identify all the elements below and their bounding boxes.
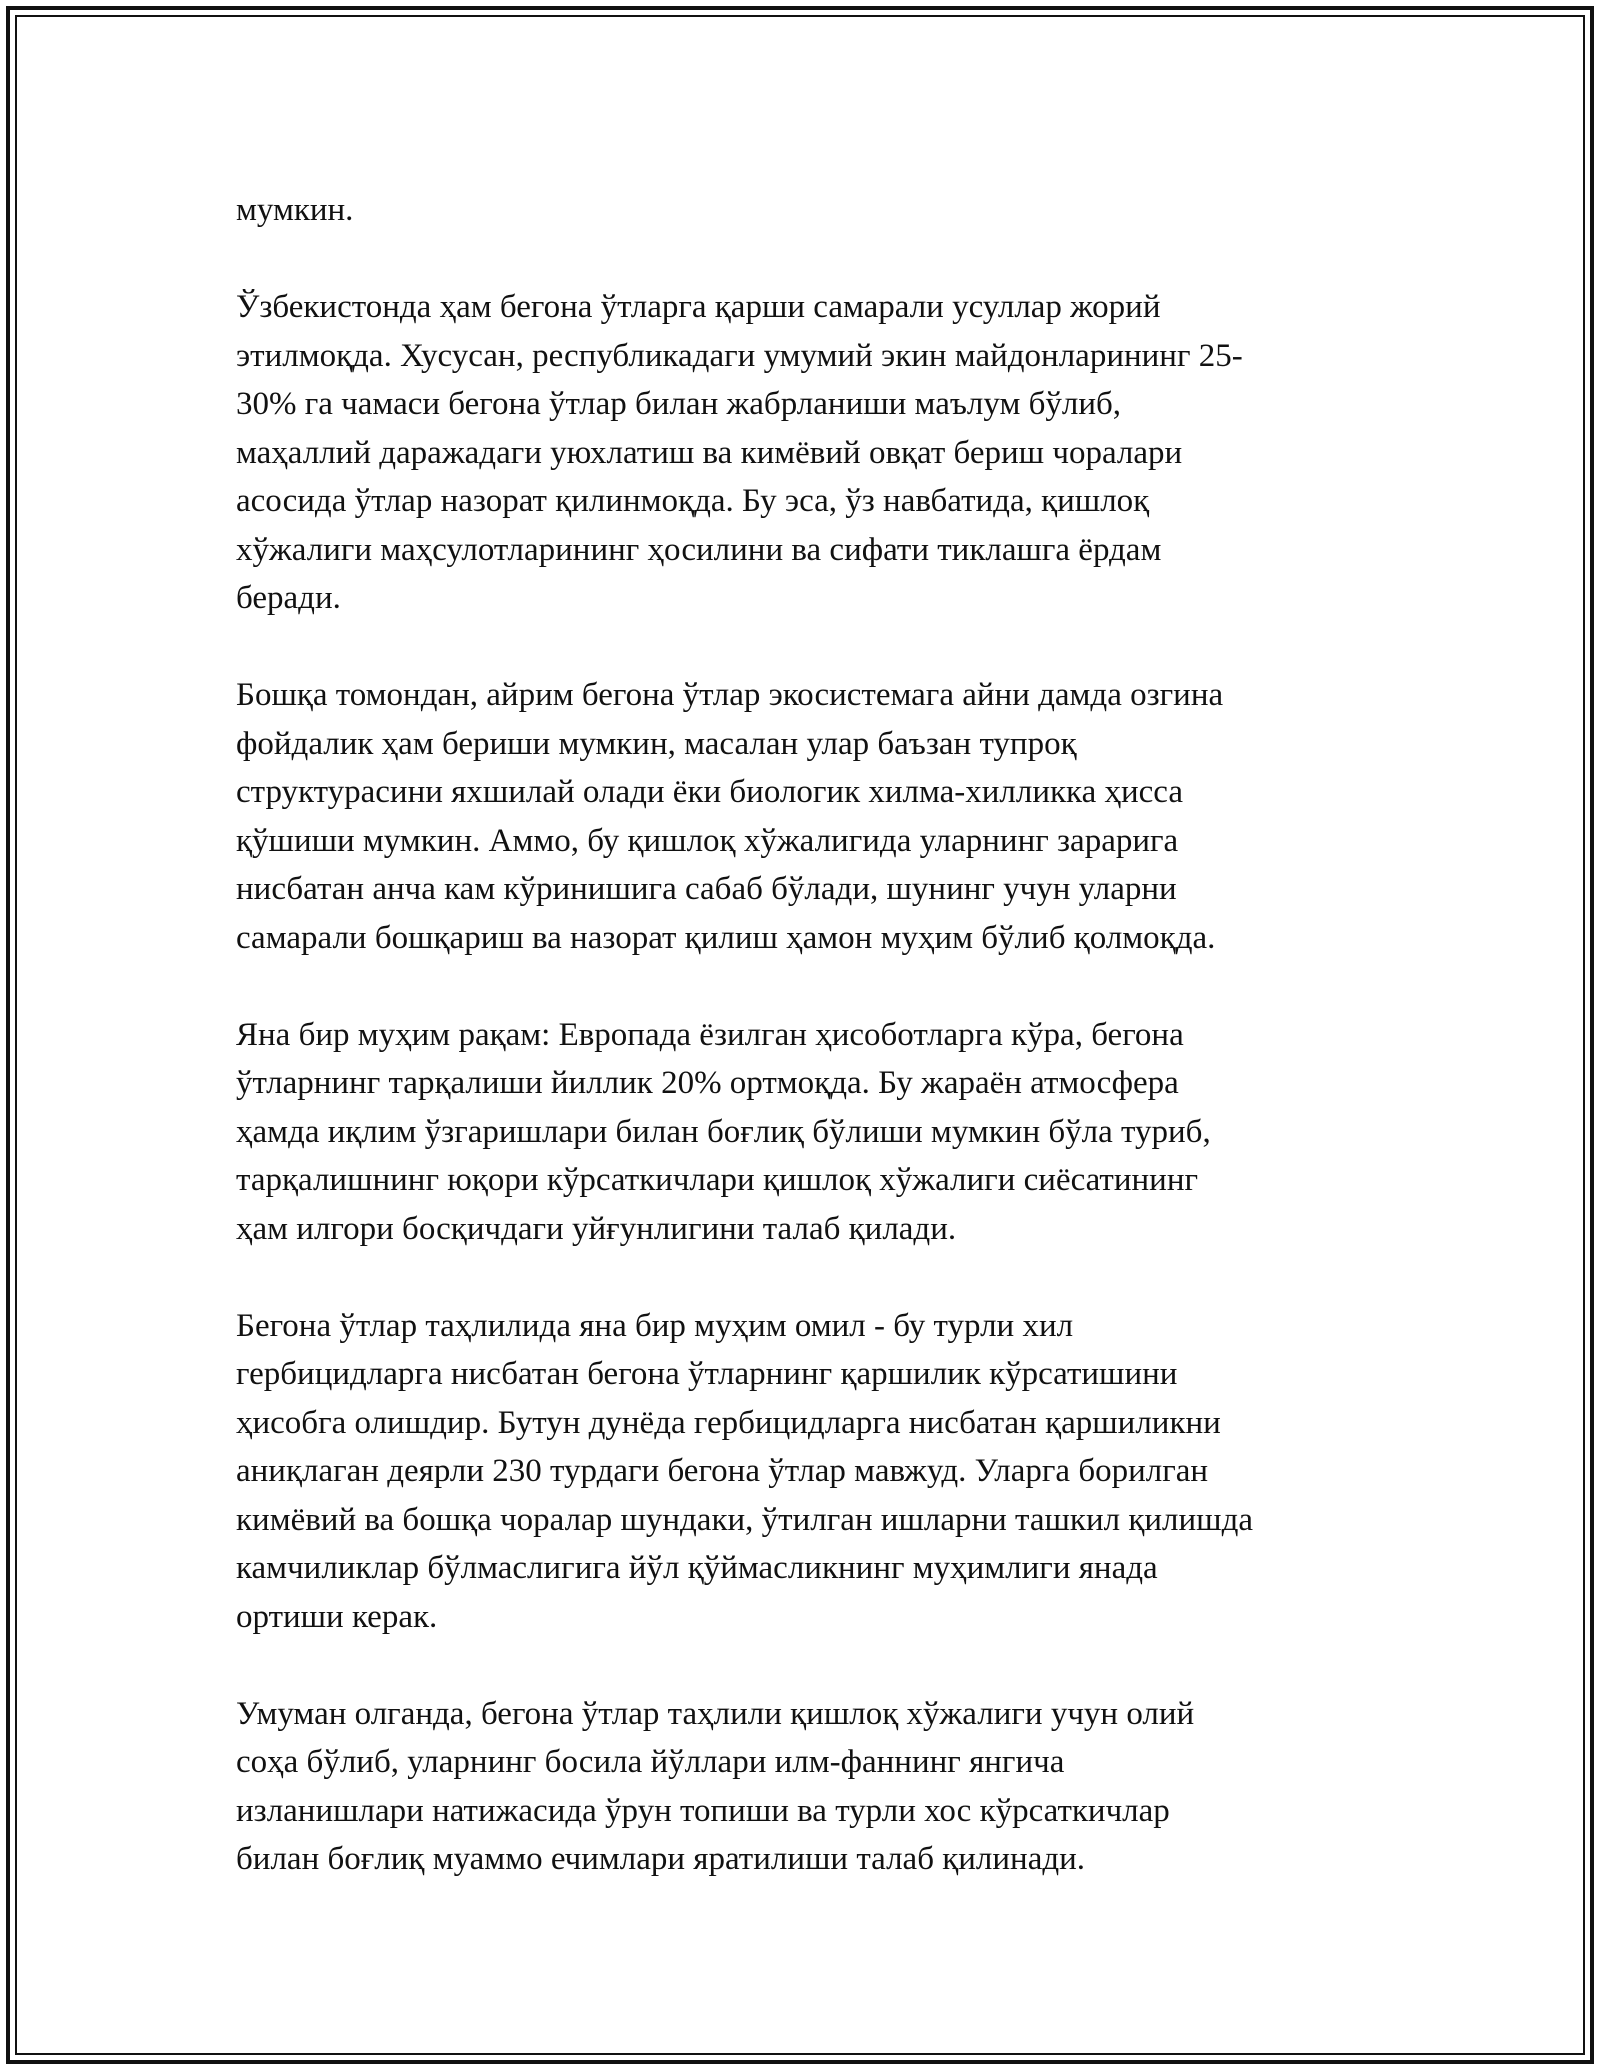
- text-line: изланишлари натижасида ўрун топиши ва турли хос кўрсаткичлар: [236, 1792, 1170, 1829]
- text-line: гербицидларга нисбатан бегона ўтларнинг қаршилик кўрсатишини: [236, 1356, 1178, 1392]
- paragraph-6: [236, 1690, 1376, 1884]
- text-line: Бегона ўтлар таҳлилида яна бир муҳим омил - бу турли хил: [236, 1307, 1074, 1344]
- text-line: ҳам илгори босқичдаги уйғунлигини талаб қилади.: [236, 1210, 957, 1247]
- paragraph-4: [236, 1011, 1376, 1254]
- text-line: Умуман олганда, бегона ўтлар таҳлили қишлоқ хўжалиги учун олий: [236, 1695, 1195, 1732]
- text-line: нисбатан анча кам кўринишига сабаб бўлади, шунинг учун уларни: [236, 871, 1177, 907]
- text-line: маҳаллий даражадаги уюхлатиш ва кимёвий овқат бериш чоралари: [236, 434, 1183, 471]
- text-line: 30% га чамаси бегона ўтлар билан жабрланиши маълум бўлиб,: [236, 386, 1122, 422]
- text-line: тарқалишнинг юқори кўрсаткичлари қишлоқ хўжалиги сиёсатининг: [236, 1162, 1199, 1198]
- text-line: самарали бошқариш ва назорат қилиш ҳамон муҳим бўлиб қолмоқда.: [236, 919, 1216, 956]
- paragraph-2: [236, 283, 1376, 623]
- text-line: беради.: [236, 580, 341, 616]
- text-line: фойдалик ҳам бериши мумкин, масалан улар баъзан тупроқ: [236, 725, 1077, 762]
- text-line: структурасини яхшилай олади ёки биологик хилма-хилликка ҳисса: [236, 774, 1183, 810]
- document-body: [236, 186, 1376, 1932]
- text-line: ҳисобга олишдир. Бутун дунёда гербицидларга нисбатан қаршиликни: [236, 1404, 1221, 1441]
- paragraph-3: [236, 671, 1376, 962]
- text-line: ўтларнинг тарқалиши йиллик 20% ортмоқда. Бу жараён атмосфера: [236, 1065, 1179, 1101]
- text-line: соҳа бўлиб, уларнинг босила йўллари илм-фаннинг янгича: [236, 1744, 1065, 1780]
- text-line: Ўзбекистонда ҳам бегона ўтларга қарши самарали усуллар жорий: [236, 289, 1161, 325]
- text-line: кимёвий ва бошқа чоралар шундаки, ўтилган ишларни ташкил қилишда: [236, 1501, 1254, 1538]
- paragraph-5: [236, 1302, 1376, 1642]
- text-line: асосида ўтлар назорат қилинмоқда. Бу эса, ўз навбатида, қишлоқ: [236, 483, 1150, 519]
- text-line: мумкин.: [236, 192, 354, 228]
- text-line: қўшиши мумкин. Аммо, бу қишлоқ хўжалигида уларнинг зарарига: [236, 822, 1179, 859]
- text-line: Бошқа томондан, айрим бегона ўтлар экосистемага айни дамда озгина: [236, 677, 1224, 713]
- paragraph-1: [236, 186, 1376, 235]
- text-line: ортиши керак.: [236, 1598, 438, 1635]
- text-line: камчиликлар бўлмаслигига йўл қўймасликнинг муҳимлиги янада: [236, 1550, 1158, 1586]
- text-line: ҳамда иқлим ўзгаришлари билан боғлиқ бўлиши мумкин бўла туриб,: [236, 1113, 1211, 1150]
- text-line: аниқлаган деярли 230 турдаги бегона ўтлар мавжуд. Уларга борилган: [236, 1453, 1209, 1489]
- text-line: хўжалиги маҳсулотларининг ҳосилини ва сифати тиклашга ёрдам: [236, 531, 1162, 568]
- text-line: Яна бир муҳим рақам: Европада ёзилган ҳисоботларга кўра, бегона: [236, 1016, 1184, 1053]
- text-line: билан боғлиқ муаммо ечимлари яратилиши талаб қилинади.: [236, 1841, 1086, 1877]
- text-line: этилмоқда. Хусусан, республикадаги умумий экин майдонларининг 25-: [236, 337, 1243, 374]
